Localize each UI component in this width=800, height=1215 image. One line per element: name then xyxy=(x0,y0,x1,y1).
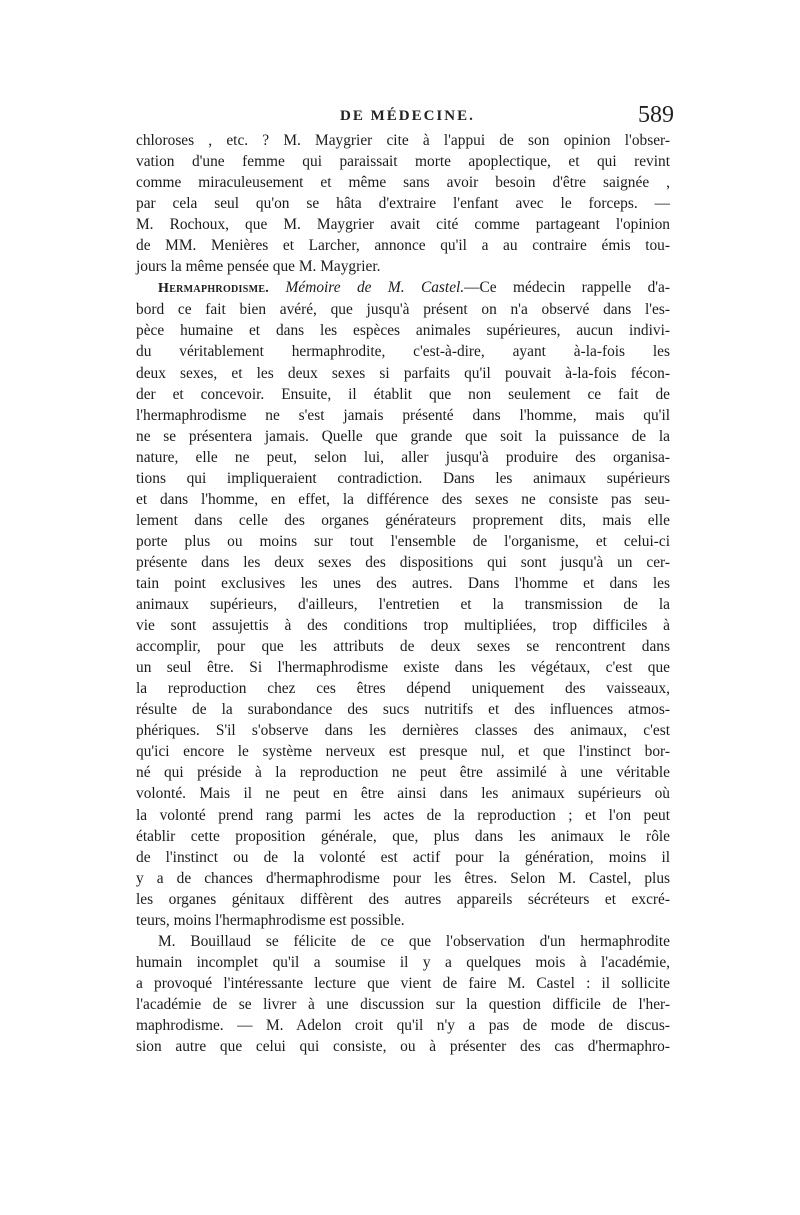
text-line: a provoqué l'intéressante lecture que vient de faire M. Castel : il sollicite xyxy=(136,974,670,992)
text-line: der et concevoir. Ensuite, il établit que non seulement ce fait de xyxy=(136,385,670,403)
text-line: un seul être. Si l'hermaphrodisme existe dans les végétaux, c'est que xyxy=(136,659,670,677)
text-line: M. Bouillaud se félicite de ce que l'observation d'un hermaphrodite xyxy=(158,932,670,950)
text-line: présente dans les deux sexes des dispositions qui sont jusqu'à un cer- xyxy=(136,553,670,571)
text-line: porte plus ou moins sur tout l'ensemble de l'organisme, et celui-ci xyxy=(136,532,670,550)
text-line: tain point exclusives les unes des autres. Dans l'homme et dans les xyxy=(136,574,670,592)
page-number: 589 xyxy=(638,102,674,128)
section-heading-line xyxy=(136,277,670,299)
text-line: résulte de la surabondance des sucs nutritifs et des influences atmos- xyxy=(136,701,670,719)
text-line: du véritablement hermaphrodite, c'est-à-dire, ayant à-la-fois les xyxy=(136,343,670,361)
text-line: deux sexes, et les deux sexes si parfaits qu'il pouvait à-la-fois fécon- xyxy=(136,364,670,382)
section-title: Mémoire de M. Castel. xyxy=(285,279,465,297)
text-line: qu'ici encore le système nerveux est presque nul, et que l'instinct bor- xyxy=(136,743,670,761)
text-line: M. Rochoux, que M. Maygrier avait cité comme partageant l'opinion xyxy=(136,216,670,234)
text-line: les organes génitaux diffèrent des autres appareils sécréteurs et excré- xyxy=(136,890,670,908)
text-line: la volonté prend rang parmi les actes de la reproduction ; et l'on peut xyxy=(136,806,670,824)
text-line: tions qui impliqueraient contradiction. Dans les animaux supérieurs xyxy=(136,469,670,487)
text-line: nature, elle ne peut, selon lui, aller jusqu'à produire des organisa- xyxy=(136,448,670,466)
text-line: sion autre que celui qui consiste, ou à présenter des cas d'hermaphro- xyxy=(136,1038,670,1056)
text-line: vation d'une femme qui paraissait morte apoplectique, et qui revint xyxy=(136,153,670,171)
text-line: accomplir, pour que les attributs de deux sexes se rencontrent dans xyxy=(136,638,670,656)
text-line: par cela seul qu'on se hâta d'extraire l'enfant avec le forceps. — xyxy=(136,195,670,213)
text-line: lement dans celle des organes générateurs proprement dits, mais elle xyxy=(136,511,670,529)
text-line: bord ce fait bien avéré, que jusqu'à présent on n'a observé dans l'es- xyxy=(136,301,670,319)
text-line: volonté. Mais il ne peut en être ainsi dans les animaux supérieurs où xyxy=(136,785,670,803)
text-line: établir cette proposition générale, que, plus dans les animaux le rôle xyxy=(136,827,670,845)
text-line: pèce humaine et dans les espèces animales supérieures, aucun indivi- xyxy=(136,322,670,340)
text-line: teurs, moins l'hermaphrodisme est possible. xyxy=(136,911,405,929)
text-line: ne se présentera jamais. Quelle que grande que soit la puissance de la xyxy=(136,427,670,445)
text-line: phériques. S'il s'observe dans les dernières classes des animaux, c'est xyxy=(136,722,670,740)
text-line: comme miraculeusement et même sans avoir besoin d'être saignée , xyxy=(136,174,670,192)
body-text xyxy=(136,130,670,1057)
section-label: Hermaphrodisme. xyxy=(158,281,270,297)
text-line: de l'instinct ou de la volonté est actif pour la génération, moins il xyxy=(136,848,670,866)
text-line: animaux supérieurs, d'ailleurs, l'entretien et la transmission de la xyxy=(136,596,670,614)
text-line: chloroses , etc. ? M. Maygrier cite à l'appui de son opinion l'obser- xyxy=(136,132,670,149)
text-line: l'académie de se livrer à une discussion sur la question difficile de l'her- xyxy=(136,995,670,1013)
text-line: né qui préside à la reproduction ne peut être assimilé à une véritable xyxy=(136,764,670,782)
text-line: vie sont assujettis à des conditions trop multipliées, trop difficiles à xyxy=(136,617,670,635)
text-line: humain incomplet qu'il a soumise il y a quelques mois à l'académie, xyxy=(136,953,670,971)
text-line: maphrodisme. — M. Adelon croit qu'il n'y a pas de mode de discus- xyxy=(136,1016,670,1034)
text-line: y a de chances d'hermaphrodisme pour les êtres. Selon M. Castel, plus xyxy=(136,869,670,887)
text-line: jours la même pensée que M. Maygrier. xyxy=(136,258,381,276)
text-line: et dans l'homme, en effet, la différence des sexes ne consiste pas seu- xyxy=(136,490,670,508)
text-line: la reproduction chez ces êtres dépend uniquement des vaisseaux, xyxy=(136,680,670,698)
text-line: de MM. Menières et Larcher, annonce qu'il a au contraire émis tou- xyxy=(136,237,670,255)
running-head: DE MÉDECINE. xyxy=(340,108,475,124)
text-line: l'hermaphrodisme ne s'est jamais présenté dans l'homme, mais qu'il xyxy=(136,406,670,424)
section-heading-rest: —Ce médecin rappelle d'a- xyxy=(464,279,670,297)
